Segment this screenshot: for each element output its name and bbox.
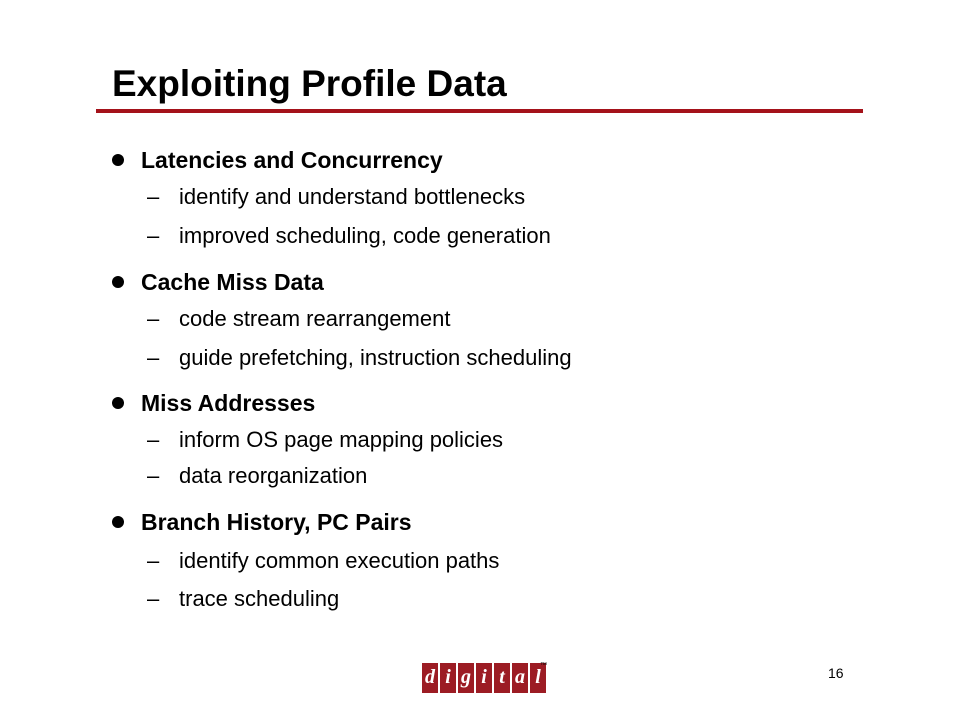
logo-letter: t — [494, 663, 510, 693]
trademark-symbol: ™ — [540, 662, 547, 669]
bullet-dot-icon — [112, 516, 124, 528]
sub-bullet-text: improved scheduling, code generation — [179, 223, 551, 248]
dash-marker: – — [147, 463, 160, 488]
slide-title: Exploiting Profile Data — [112, 63, 507, 104]
dash-marker: – — [147, 184, 160, 209]
bullet-heading: Cache Miss Data — [141, 269, 324, 295]
sub-bullet-text: inform OS page mapping policies — [179, 427, 504, 452]
sub-bullet-text: identify and understand bottlenecks — [179, 184, 526, 209]
bullet-dot-icon — [112, 276, 124, 288]
dash-marker: – — [147, 586, 160, 611]
logo-letter: i — [476, 663, 492, 693]
bullet-dot-icon — [112, 154, 124, 166]
dash-marker: – — [147, 427, 160, 452]
sub-bullet-text: trace scheduling — [179, 586, 340, 611]
bullet-dot-icon — [112, 397, 124, 409]
sub-bullet-text: identify common execution paths — [179, 548, 500, 573]
logo-letter: a — [512, 663, 528, 693]
title-underline — [96, 109, 863, 113]
dash-marker: – — [147, 345, 160, 370]
bullet-heading: Branch History, PC Pairs — [141, 509, 412, 535]
logo-letter: g — [458, 663, 474, 693]
dash-marker: – — [147, 223, 160, 248]
dash-marker: – — [147, 306, 160, 331]
logo-letter: i — [440, 663, 456, 693]
logo-letter: l — [530, 663, 546, 693]
bullet-heading: Latencies and Concurrency — [141, 147, 443, 173]
page-number: 16 — [828, 665, 844, 681]
digital-logo — [422, 663, 546, 693]
bullet-heading: Miss Addresses — [141, 390, 316, 416]
logo-letter: d — [422, 663, 438, 693]
sub-bullet-text: data reorganization — [179, 463, 368, 488]
dash-marker: – — [147, 548, 160, 573]
sub-bullet-text: guide prefetching, instruction scheduling — [179, 345, 572, 370]
sub-bullet-text: code stream rearrangement — [179, 306, 451, 331]
